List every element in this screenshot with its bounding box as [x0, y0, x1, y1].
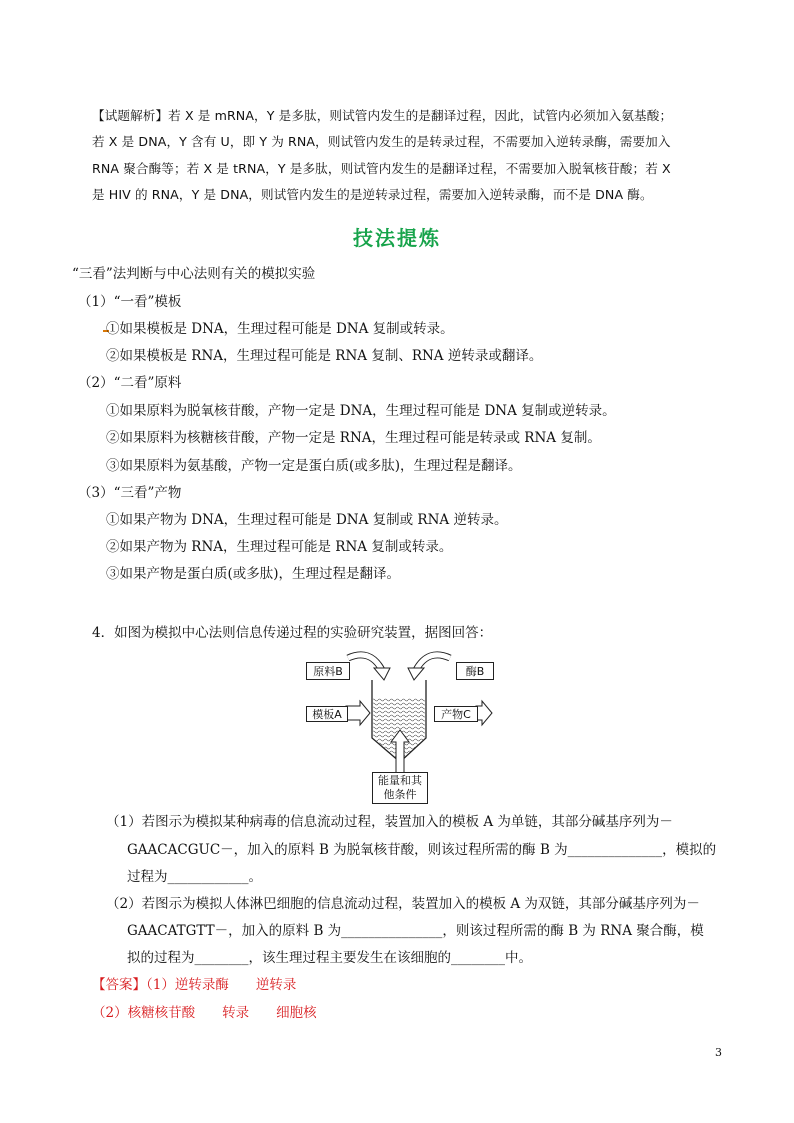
- question-line-2: GAACACGUC－，加入的原料 B 为脱氧核苷酸，则该过程所需的酶 B 为______________，模拟的: [127, 842, 717, 858]
- method-item-2-1: ①如果原料为脱氧核苷酸，产物一定是 DNA，生理过程可能是 DNA 复制或逆转录。: [106, 403, 616, 419]
- answer-line-1: 【答案】（1）逆转录酶 逆转录: [92, 977, 297, 993]
- question-line-1: （1）若图示为模拟某种病毒的信息流动过程，装置加入的模板 A 为单链，其部分碱基序列为－: [106, 814, 673, 830]
- analysis-line-2: 若 X 是 DNA，Y 含有 U，即 Y 为 RNA，则试管内发生的是转录过程，不需要加入逆转录酶，需要加入: [92, 134, 671, 149]
- template-arrow: [346, 701, 370, 725]
- page-number: 3: [715, 1046, 722, 1059]
- apparatus-figure: [300, 650, 500, 805]
- product-c-label: 产物C: [434, 706, 478, 722]
- method-item-1-1: ①如果模板是 DNA，生理过程可能是 DNA 复制或转录。: [106, 321, 454, 337]
- question-line-3: 过程为____________。: [127, 869, 262, 885]
- analysis-line-1: 【试题解析】若 X 是 mRNA，Y 是多肽，则试管内发生的是翻译过程，因此，试管内必须加入氨基酸；: [92, 108, 673, 123]
- conditions-label: [372, 772, 428, 804]
- analysis-line-4: 是 HIV 的 RNA，Y 是 DNA，则试管内发生的是逆转录过程，需要加入逆转录酶，而不是 DNA 酶。: [92, 187, 653, 202]
- method-group-title-2: （2）“二看”原料: [78, 375, 182, 391]
- method-item-2-3: ③如果原料为氨基酸，产物一定是蛋白质(或多肽)，生理过程是翻译。: [106, 458, 522, 474]
- enzyme-b-label: 酶B: [456, 662, 494, 680]
- method-item-3-1: ①如果产物为 DNA，生理过程可能是 DNA 复制或 RNA 逆转录。: [106, 512, 508, 528]
- method-item-3-2: ②如果产物为 RNA，生理过程可能是 RNA 复制或转录。: [106, 539, 453, 555]
- product-arrow: [476, 701, 492, 725]
- method-item-2-2: ②如果原料为核糖核苷酸，产物一定是 RNA，生理过程可能是转录或 RNA 复制。: [106, 430, 601, 446]
- analysis-line-3: RNA 聚合酶等；若 X 是 tRNA，Y 是多肽，则试管内发生的是翻译过程，不需要加入脱氧核苷酸；若 X: [92, 161, 671, 176]
- section-heading: 技法提炼: [353, 226, 441, 250]
- method-intro: “三看”法判断与中心法则有关的模拟实验: [72, 266, 316, 282]
- answer-line-2: （2）核糖核苷酸 转录 细胞核: [92, 1005, 317, 1021]
- method-item-1-2: ②如果模板是 RNA，生理过程可能是 RNA 复制、RNA 逆转录或翻译。: [106, 348, 543, 364]
- question-stem: 4．如图为模拟中心法则信息传递过程的实验研究装置，据图回答：: [92, 625, 493, 641]
- conditions-line-1: 能量和其: [378, 774, 422, 787]
- template-a-label: 模板A: [306, 706, 348, 722]
- method-group-title-1: （1）“一看”模板: [78, 294, 182, 310]
- question-line-5: GAACATGTT－，加入的原料 B 为_______________，则该过程所需的酶 B 为 RNA 聚合酶，模: [127, 923, 704, 939]
- material-b-label: 原料B: [306, 662, 350, 680]
- question-line-6: 拟的过程为________，该生理过程主要发生在该细胞的________中。: [127, 950, 532, 966]
- method-group-title-3: （3）“三看”产物: [78, 485, 182, 501]
- conditions-line-2: 他条件: [383, 788, 417, 801]
- question-line-4: （2）若图示为模拟人体淋巴细胞的信息流动过程，装置加入的模板 A 为双链，其部分碱基序列为－: [106, 896, 700, 912]
- method-item-3-3: ③如果产物是蛋白质(或多肽)，生理过程是翻译。: [106, 566, 401, 582]
